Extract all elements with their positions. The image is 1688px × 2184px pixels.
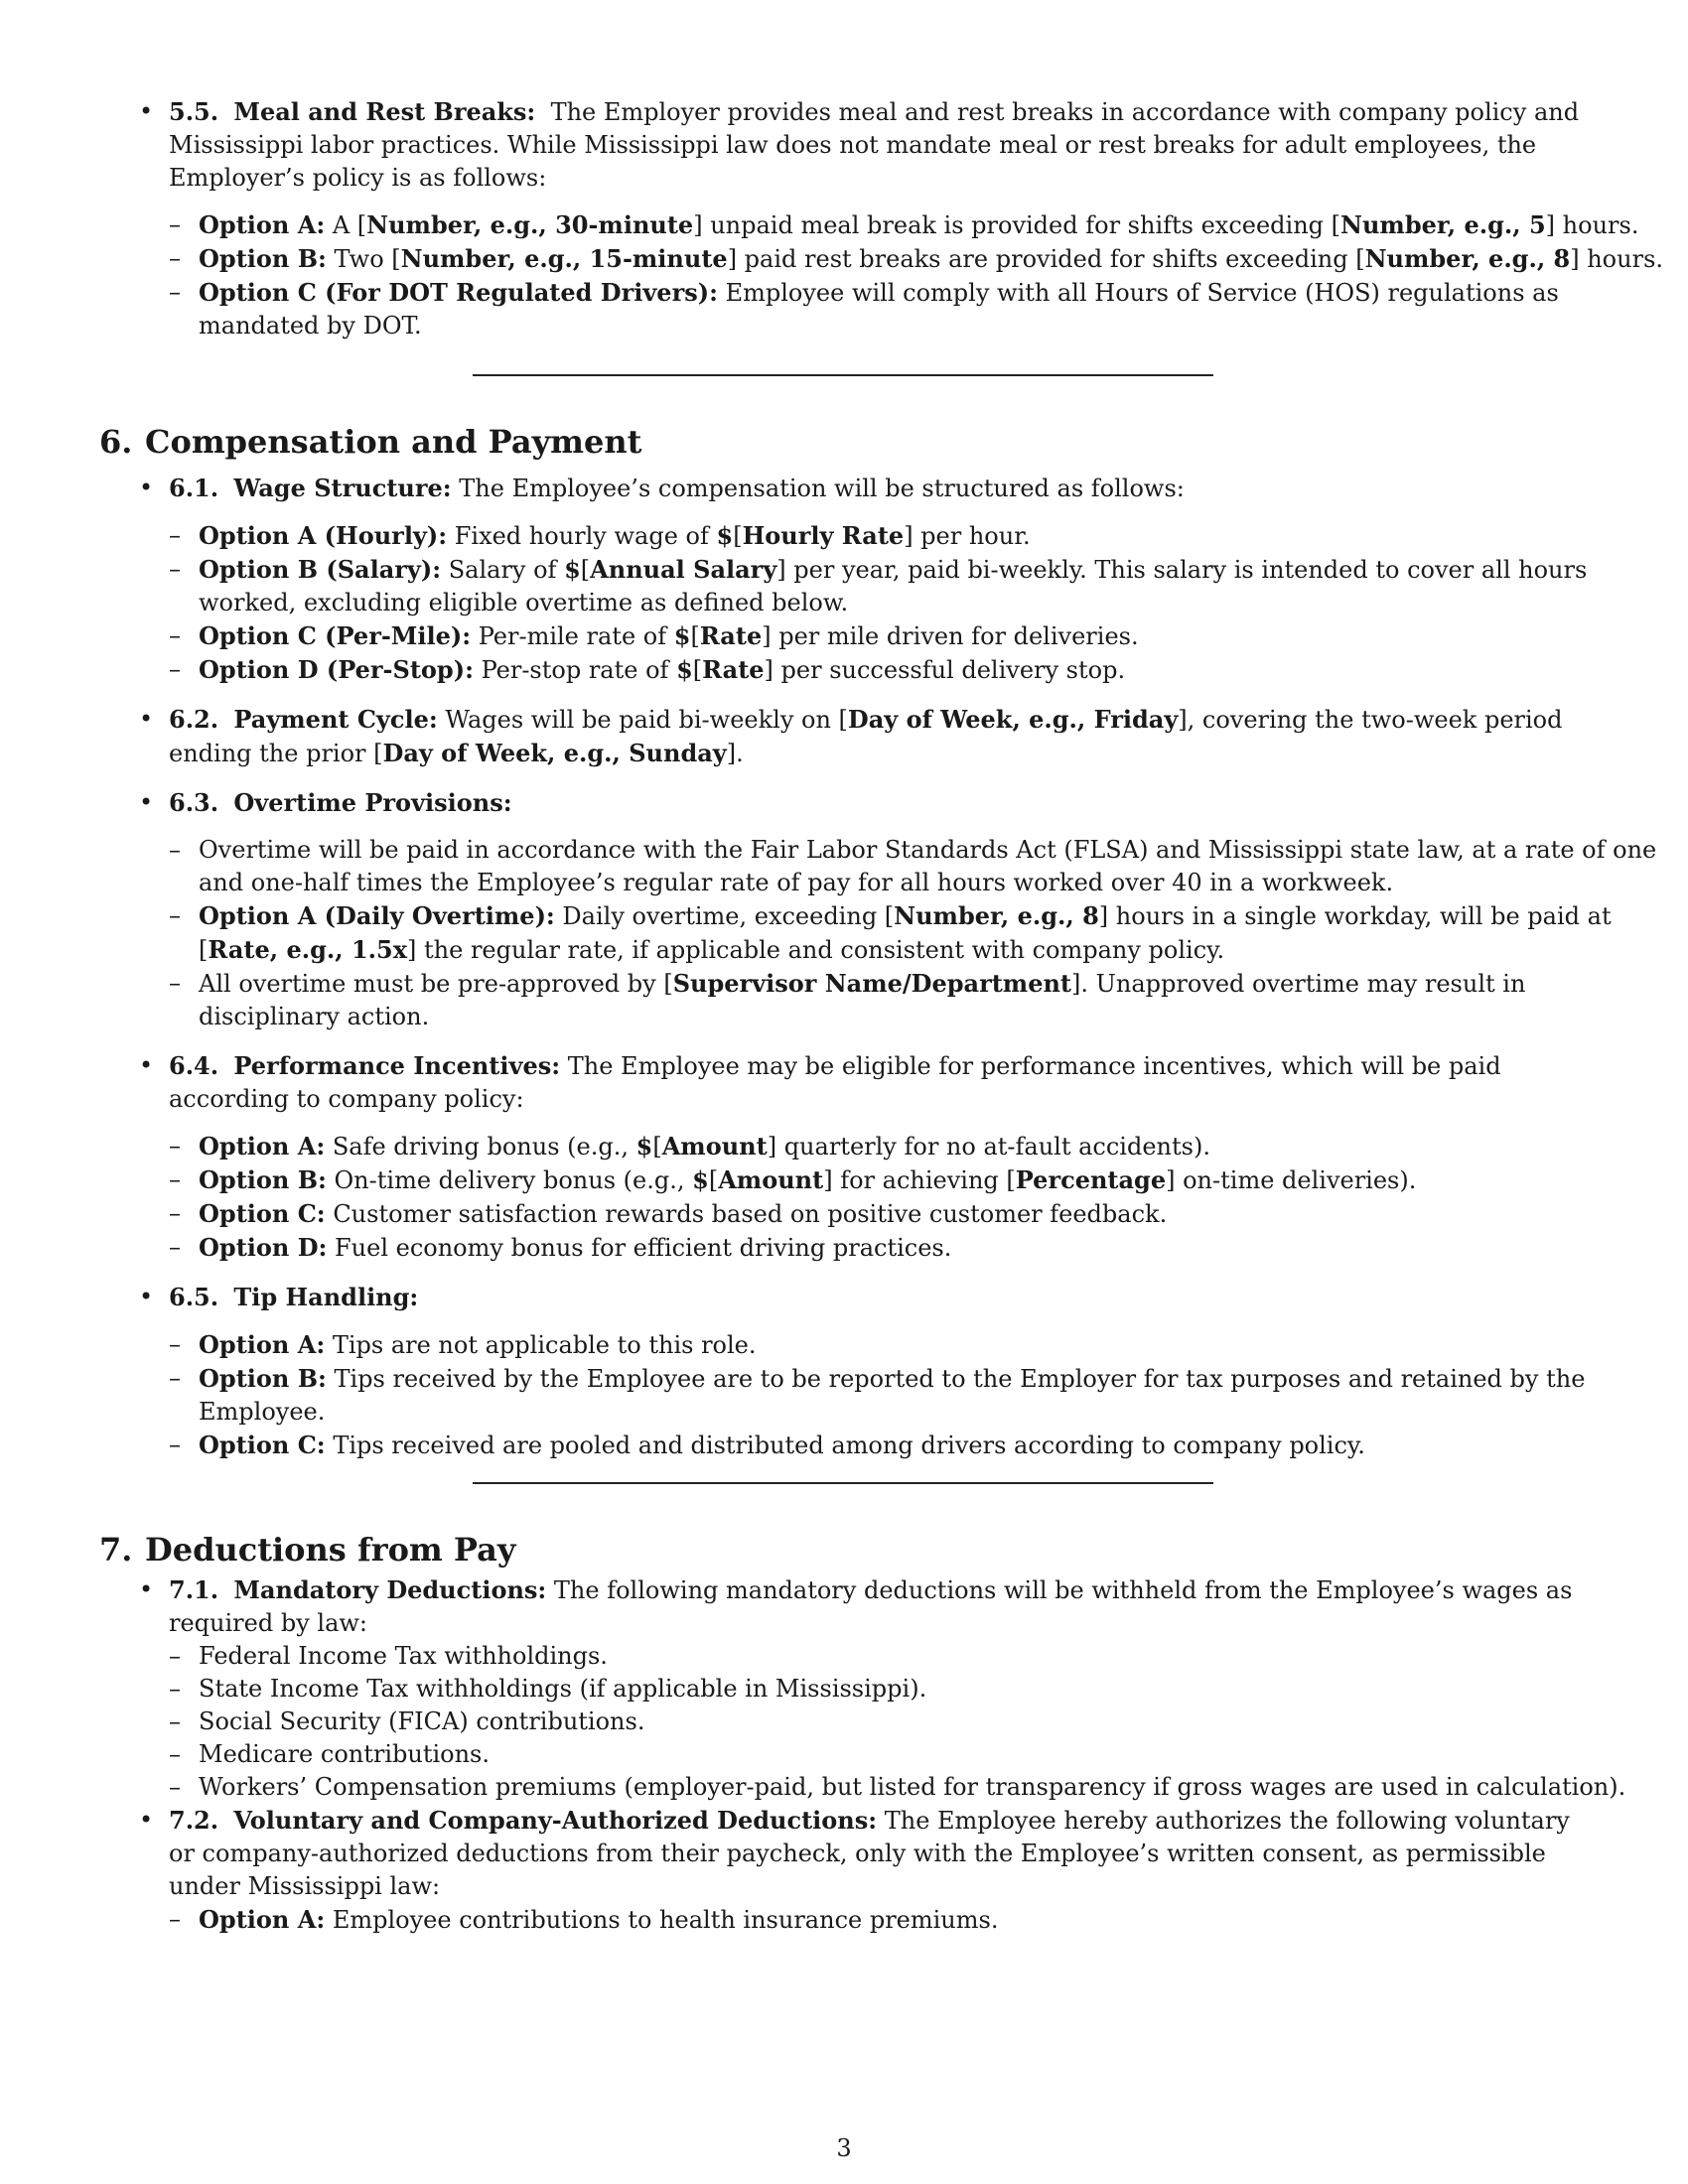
clause-text: The following mandatory deductions will be withheld from the Employee’s wages as required by law: (169, 1576, 1573, 1637)
placeholder-field: Supervisor Name/Department (672, 969, 1072, 998)
section-heading-6 (99, 422, 1589, 462)
option-label: Option C (For DOT Regulated Drivers): (199, 278, 718, 307)
option-text: Employee will comply with all Hours of Service (HOS) regulations as mandated by DOT. (199, 279, 1559, 340)
option-text: All overtime must be pre-approved by [ (199, 970, 673, 998)
section-number: 7. (99, 1531, 133, 1569)
clause-number: 6.2. (169, 705, 219, 734)
page-number: 3 (836, 2134, 852, 2162)
placeholder-field: Number, e.g., 8 (894, 901, 1099, 930)
option-label: Option D: (199, 1233, 328, 1262)
placeholder-field: Number, e.g., 30-minute (366, 210, 694, 239)
option-text: Employee contributions to health insurance premiums. (332, 1906, 999, 1934)
option-text: [ (580, 556, 591, 584)
option-item (139, 1903, 1668, 1937)
option-text: ] unpaid meal break is provided for shifts exceeding [ (693, 211, 1341, 239)
option-text: ] quarterly for no at-fault accidents). (767, 1133, 1210, 1160)
option-text: ] the regular rate, if applicable and consistent with company policy. (407, 936, 1225, 964)
deduction-item: – Social Security (FICA) contributions. (139, 1706, 1668, 1738)
currency-symbol: $ (673, 621, 691, 650)
deduction-list (169, 1640, 1626, 1804)
placeholder-field: Hourly Rate (742, 521, 905, 550)
section-title: Compensation and Payment (145, 423, 642, 461)
clause-number: 7.2. (169, 1806, 219, 1835)
placeholder-field: Percentage (1015, 1165, 1167, 1194)
placeholder-field: Rate, e.g., 1.5x (208, 935, 408, 964)
currency-symbol: $ (564, 555, 581, 584)
option-text: Daily overtime, exceeding [ (562, 902, 895, 930)
option-item (139, 1163, 1668, 1197)
option-item (139, 519, 1668, 553)
section-5-list (99, 95, 1664, 342)
deduction-item: – Workers’ Compensation premiums (employer-paid, but listed for transparency if gross wages are used in calculation). (139, 1771, 1668, 1804)
option-text: ] per year, paid bi-weekly. This salary is intended to cover all hours worked, excluding eligible overtime as defined below. (199, 556, 1588, 616)
option-text: Safe driving bonus (e.g., (332, 1133, 636, 1160)
clause-number: 6.4. (169, 1051, 219, 1080)
clause-6-5 (99, 1281, 1589, 1462)
option-list (169, 1328, 1589, 1462)
option-text: ]. Unapproved overtime may result in disciplinary action. (199, 970, 1526, 1030)
clause-label: Mandatory Deductions: (233, 1575, 547, 1604)
option-text: [ (692, 656, 703, 684)
option-text: Fixed hourly wage of (454, 522, 717, 550)
clause-6-4 (99, 1049, 1589, 1265)
clause-number: 6.5. (169, 1283, 219, 1311)
placeholder-field: Day of Week, e.g., Friday (847, 705, 1179, 734)
clause-text: The Employee’s compensation will be structured as follows: (459, 475, 1185, 502)
currency-symbol: $ (692, 1165, 709, 1194)
placeholder-field: Rate (702, 655, 765, 684)
option-text: ] hours. (1570, 245, 1664, 273)
placeholder-field: Number, e.g., 8 (1364, 244, 1571, 273)
option-item (139, 1362, 1668, 1429)
option-item (139, 967, 1668, 1033)
clause-label: Tip Handling: (233, 1283, 419, 1311)
option-item (139, 1231, 1668, 1265)
option-text: ] hours in a single workday, will be paid at [ (199, 902, 1612, 964)
option-text: ] per successful delivery stop. (764, 656, 1126, 684)
clause-text: The Employee hereby authorizes the following voluntary or company-authorized deductions from their paycheck, only with the Employee’s written consent, as permissible under Mississippi law: (169, 1807, 1570, 1900)
option-item (139, 899, 1668, 967)
option-text: [ (652, 1133, 662, 1160)
clause-7-2 (99, 1804, 1589, 1937)
option-item (139, 242, 1668, 276)
option-item (139, 1328, 1668, 1362)
clause-label: Overtime Provisions: (233, 788, 512, 817)
placeholder-field: Number, e.g., 15-minute (400, 244, 728, 273)
option-label: Option D (Per-Stop): (199, 655, 474, 684)
option-label: Option A: (199, 1330, 326, 1359)
option-item (139, 553, 1668, 619)
currency-symbol: $ (635, 1132, 653, 1160)
option-text: Tips received by the Employee are to be reported to the Employer for tax purposes and retained by the Employee. (199, 1365, 1586, 1426)
option-text: Overtime will be paid in accordance with the Fair Labor Standards Act (FLSA) and Mississippi state law, at a rate of one and one-half times the Employee’s regular rate of pay for all hours worked over 40 in a workweek. (199, 836, 1657, 896)
section-heading-7 (99, 1530, 1589, 1570)
placeholder-field: Rate (699, 621, 763, 650)
option-list (169, 519, 1589, 687)
deduction-item: – State Income Tax withholdings (if applicable in Mississippi). (139, 1673, 1668, 1706)
clause-text: Wages will be paid bi-weekly on [ (445, 706, 848, 734)
option-label: Option B: (199, 244, 327, 273)
option-text: [ (708, 1166, 719, 1194)
clause-7-1 (99, 1573, 1626, 1804)
section-number: 6. (99, 423, 133, 461)
option-label: Option A (Hourly): (199, 521, 448, 550)
clause-label: Performance Incentives: (233, 1051, 561, 1080)
option-label: Option B: (199, 1165, 327, 1194)
currency-symbol: $ (676, 655, 693, 684)
option-label: Option C: (199, 1431, 326, 1459)
option-list (169, 208, 1664, 342)
currency-symbol: $ (716, 521, 734, 550)
clause-6-2 (99, 703, 1589, 770)
option-text: On-time delivery bonus (e.g., (334, 1166, 693, 1194)
option-text: Two [ (334, 245, 401, 273)
option-text: A [ (332, 211, 367, 239)
option-item (139, 1429, 1668, 1462)
clause-number: 5.5. (169, 97, 219, 126)
clause-6-1 (99, 472, 1589, 687)
section-7-list (99, 1573, 1626, 1937)
clause-label: Wage Structure: (233, 474, 452, 502)
option-list (169, 1130, 1589, 1265)
section-title: Deductions from Pay (145, 1531, 516, 1569)
option-text: Per-mile rate of (478, 622, 674, 650)
option-label: Option A: (199, 1132, 326, 1160)
clause-label: Payment Cycle: (233, 705, 438, 734)
option-item (139, 619, 1668, 653)
clause-text: ]. (726, 740, 744, 767)
clause-5-5 (99, 95, 1664, 342)
deduction-item: – Medicare contributions. (139, 1738, 1668, 1771)
section-6-list (99, 472, 1657, 1462)
clause-label: Voluntary and Company-Authorized Deductions: (233, 1806, 878, 1835)
option-label: Option C (Per-Mile): (199, 621, 472, 650)
clause-label: Meal and Rest Breaks: (233, 97, 536, 126)
placeholder-field: Annual Salary (590, 555, 777, 584)
clause-number: 6.1. (169, 474, 219, 502)
option-list (169, 834, 1657, 1033)
option-text: ] hours. (1545, 211, 1639, 239)
option-text: ] per hour. (904, 522, 1031, 550)
clause-text: The Employee may be eligible for performance incentives, which will be paid according to company policy: (169, 1052, 1501, 1113)
option-text: Fuel economy bonus for efficient driving practices. (335, 1234, 952, 1262)
option-text: [ (733, 522, 743, 550)
clause-text: ], covering the two-week period ending the prior [ (169, 706, 1563, 767)
placeholder-field: Amount (661, 1132, 768, 1160)
option-text: Tips are not applicable to this role. (332, 1331, 757, 1359)
clause-text: The Employer provides meal and rest breaks in accordance with company policy and Mississippi labor practices. While Mississippi law does not mandate meal or rest breaks for adult employees, the Employer’s policy is as follows: (169, 98, 1580, 192)
option-text: ] for achieving [ (823, 1166, 1016, 1194)
clause-6-3 (99, 786, 1657, 1033)
option-label: Option A: (199, 1905, 326, 1934)
option-text: Tips received are pooled and distributed among drivers according to company policy. (333, 1432, 1365, 1459)
clause-number: 7.1. (169, 1575, 219, 1604)
deduction-item: – Federal Income Tax withholdings. (139, 1640, 1668, 1673)
option-item (139, 276, 1668, 342)
option-item (139, 1130, 1668, 1163)
option-item (139, 653, 1668, 687)
option-item (139, 1197, 1668, 1231)
option-label: Option B (Salary): (199, 555, 442, 584)
option-list (169, 1903, 1589, 1937)
option-item (139, 208, 1668, 242)
option-label: Option C: (199, 1199, 326, 1228)
option-label: Option A (Daily Overtime): (199, 901, 555, 930)
clause-number: 6.3. (169, 788, 219, 817)
placeholder-field: Amount (718, 1165, 824, 1194)
option-label: Option A: (199, 210, 326, 239)
option-text: ] per mile driven for deliveries. (762, 622, 1139, 650)
option-text: [ (690, 622, 700, 650)
option-text: ] paid rest breaks are provided for shifts exceeding [ (727, 245, 1365, 273)
option-text: Per-stop rate of (481, 656, 677, 684)
option-label: Option B: (199, 1364, 327, 1393)
option-text: Salary of (448, 556, 565, 584)
option-item (139, 834, 1668, 899)
placeholder-field: Number, e.g., 5 (1340, 210, 1546, 239)
option-text: Customer satisfaction rewards based on positive customer feedback. (333, 1200, 1168, 1228)
page-content (99, 95, 1664, 1953)
placeholder-field: Day of Week, e.g., Sunday (382, 739, 727, 767)
option-text: ] on-time deliveries). (1166, 1166, 1417, 1194)
